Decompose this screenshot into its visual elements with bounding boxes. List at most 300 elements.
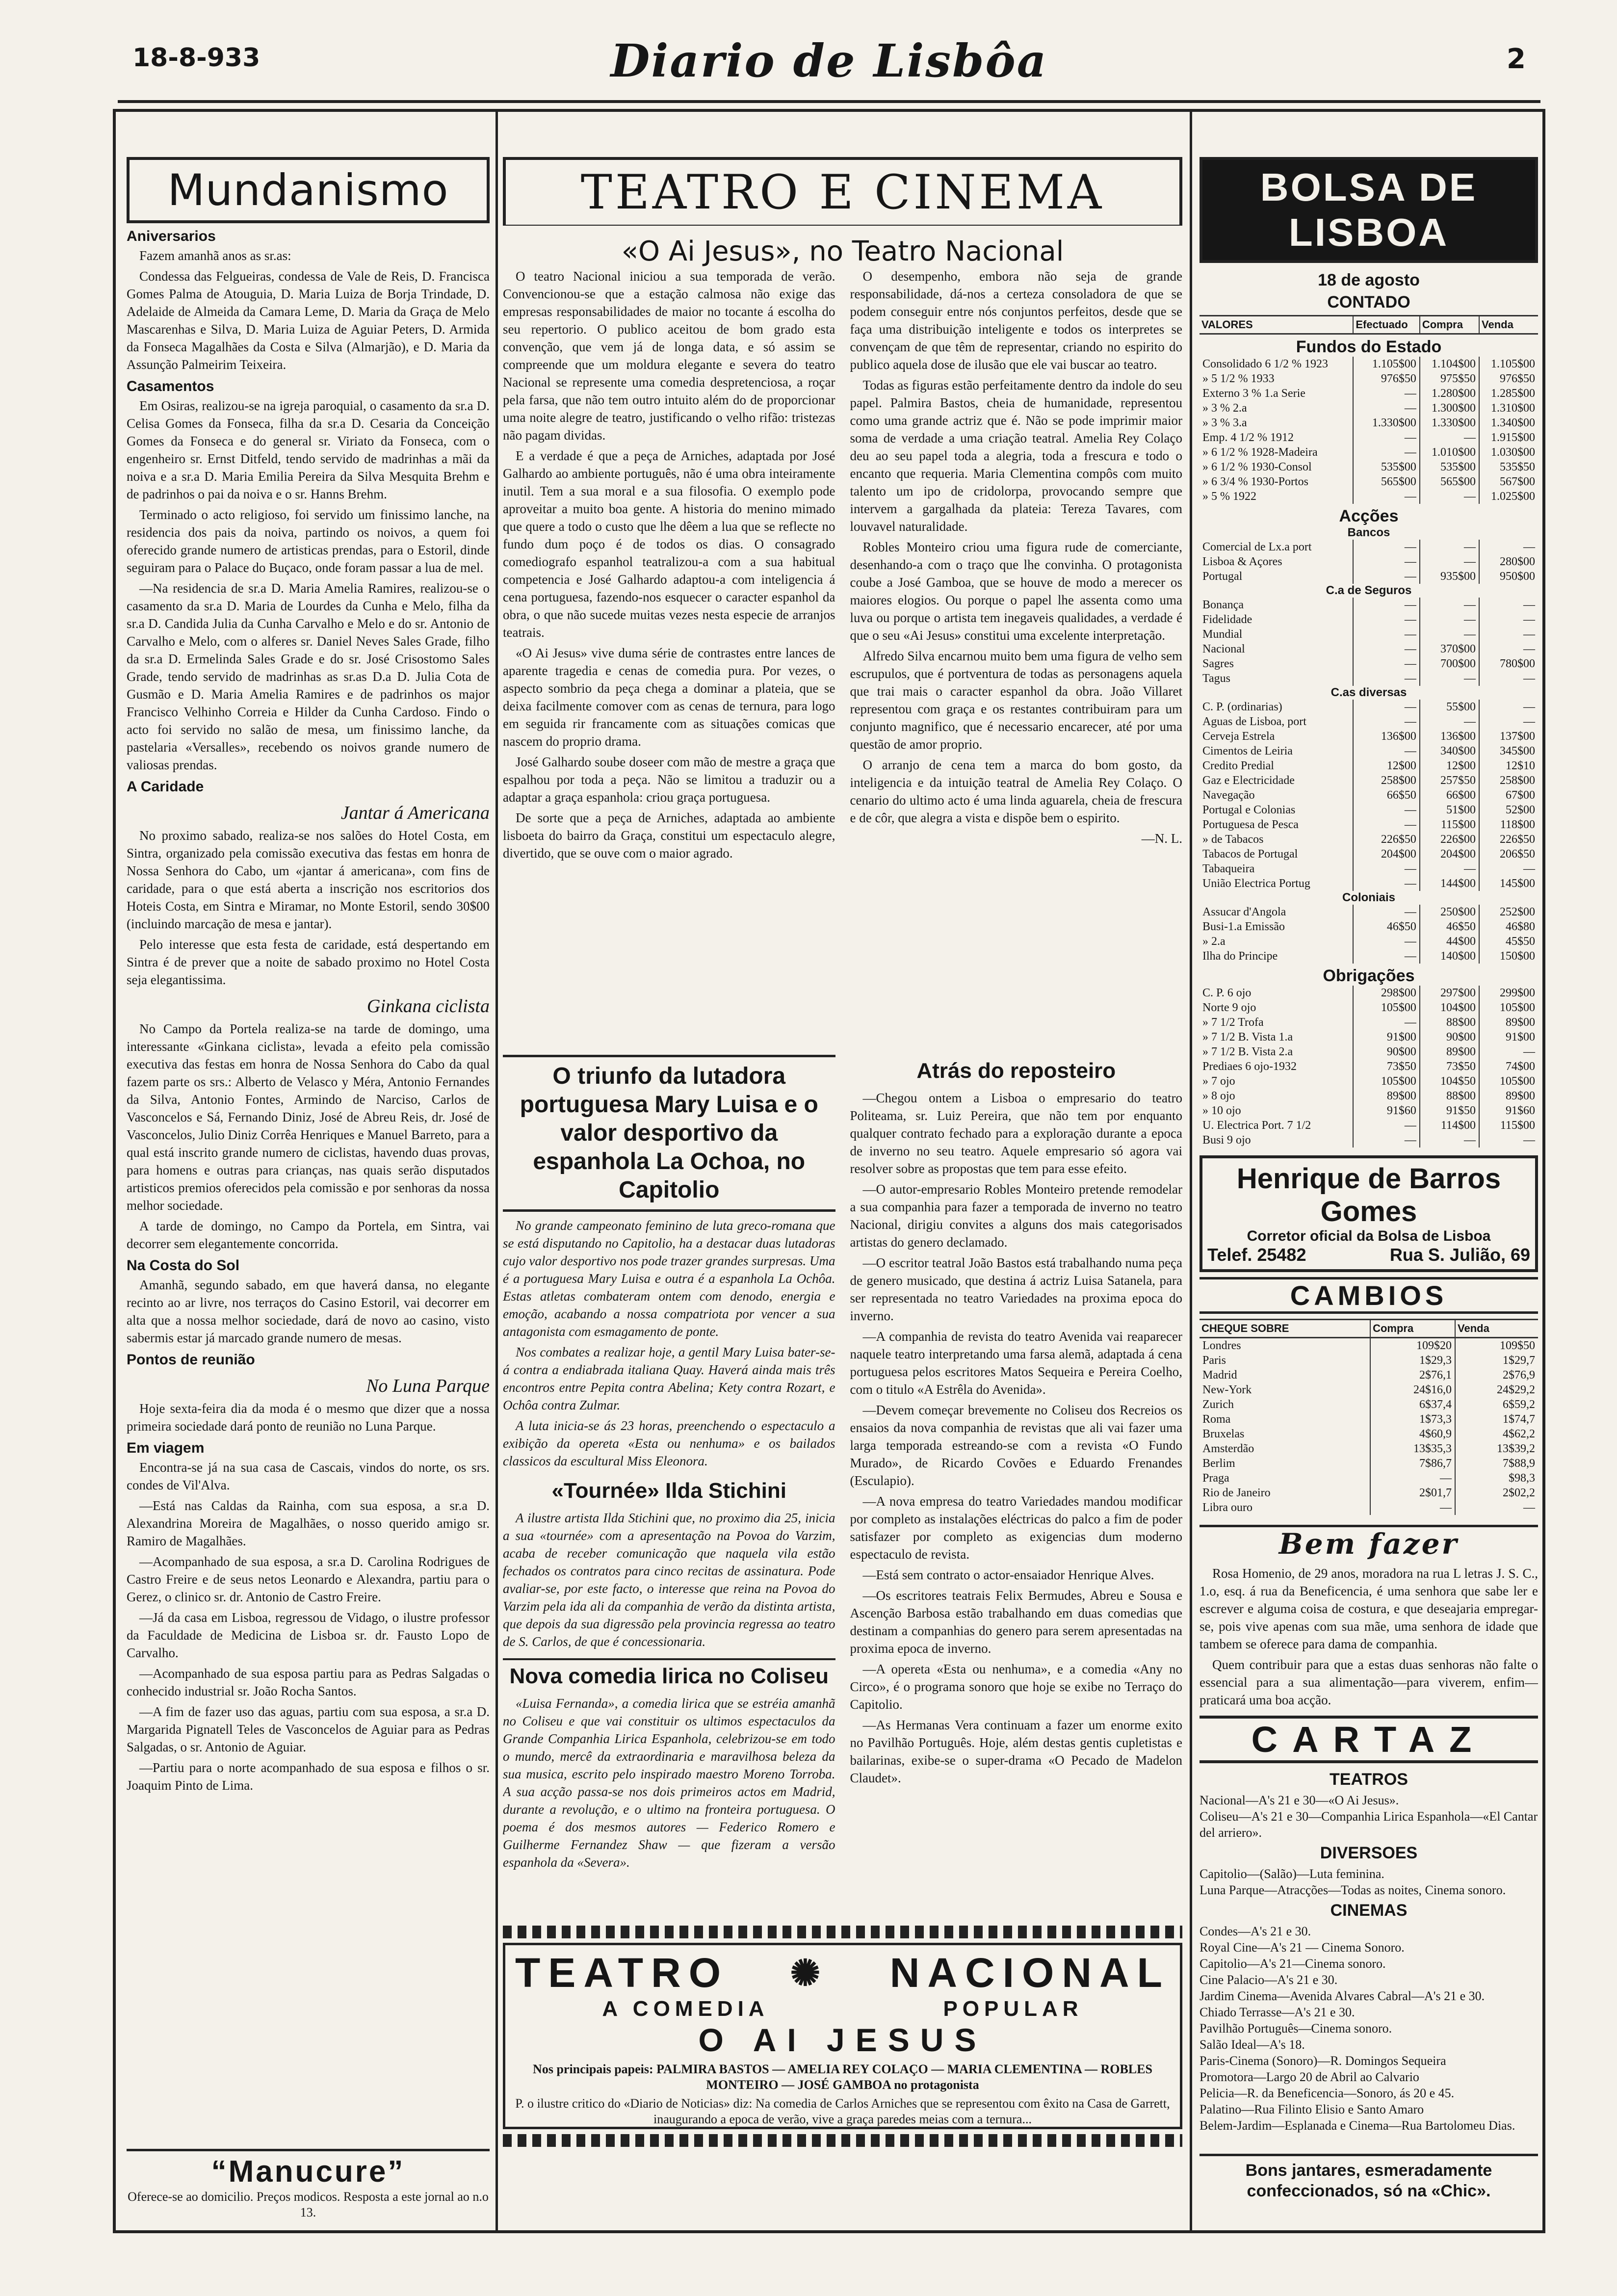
table-cell: 105$00: [1479, 1000, 1538, 1015]
table-cell: » de Tabacos: [1202, 833, 1264, 846]
table-cell: 1.310$00: [1479, 401, 1538, 416]
table-cell: 90$00: [1420, 1030, 1479, 1044]
teatro-article: [503, 267, 1182, 1047]
table-cell: —: [1353, 445, 1420, 460]
table-row: [1200, 445, 1538, 460]
table-cell: Roma: [1202, 1413, 1231, 1426]
table-cell: 52$00: [1479, 803, 1538, 817]
broker-name: Henrique de Barros Gomes: [1236, 1163, 1501, 1227]
paragraph: «O Ai Jesus» vive duma série de contrastes entre lances de aparente tragedia e cenas de comedia pura. Por vezes, o aspecto sombrio da peça chega a dominar a plateia, que se deixa facilmente comover com as cenas de ternura, para logo em seguida rir francamente com as situações comicas que nascem do proprio drama.: [503, 646, 835, 749]
paragraph: Robles Monteiro criou uma figura rude de comerciante, desenhando-a com o traço que lhe convinha. O protagonista coube a José Gamboa, que se houve de modo a merecer os maiores elogios. Ou porque o papel lhe assenta como uma luva ou porque o artista tem inegaveis qualidades, a verdade é que o seu «Ai Jesus» constitui uma excelente interpretação.: [850, 540, 1182, 643]
bolsa-contado: CONTADO: [1327, 293, 1410, 312]
table-cell: —: [1370, 1500, 1455, 1515]
sub-heading: Jantar á Americana: [340, 803, 490, 823]
table-row: [1200, 1368, 1538, 1383]
issue-date: 18-8-933: [132, 43, 261, 73]
table-row: [1200, 964, 1538, 986]
table-header: Compra: [1370, 1320, 1455, 1338]
list-item: Coliseu—A's 21 e 30—Companhia Lirica Espanhola—«El Cantar del arriero».: [1200, 1809, 1538, 1840]
table-cell: —: [1353, 540, 1420, 554]
table-cell: 1.300$00: [1420, 401, 1479, 416]
table-cell: Comercial de Lx.a port: [1202, 541, 1312, 553]
broker-ad: [1200, 1155, 1538, 1272]
table-cell: —: [1420, 1133, 1479, 1148]
table-cell: 104$50: [1420, 1074, 1479, 1089]
table-row: [1200, 788, 1538, 803]
cartaz-section-heading: TEATROS: [1330, 1770, 1408, 1789]
diversoes-list: [1200, 1866, 1538, 1898]
list-item: Capitolio—A's 21—Cinema sonoro.: [1200, 1957, 1386, 1971]
table-row: [1200, 371, 1538, 386]
ad-title: “Manucure”: [127, 2149, 490, 2189]
table-cell: Cerveja Estrela: [1202, 730, 1275, 743]
table-cell: 1.105$00: [1479, 357, 1538, 371]
table-cell: » 7 ojo: [1202, 1075, 1235, 1088]
table-cell: Emp. 4 1/2 % 1912: [1202, 431, 1294, 444]
paragraph: José Galhardo soube doseer com mão de mestre a graça que espalhou por toda a peça. Não se limitou a traduzir ou a adaptar a graça espanhola: criou graça portuguesa.: [503, 755, 835, 805]
table-cell: Berlim: [1202, 1457, 1235, 1470]
table-cell: —: [1353, 1118, 1420, 1133]
table-cell: 976$50: [1479, 371, 1538, 386]
table-cell: Rio de Janeiro: [1202, 1487, 1271, 1499]
paragraph: —Está nas Caldas da Rainha, com sua esposa, a sr.a D. Alexandrina Moreira de Magalhães, o nosso querido amigo sr. Ramiro de Magalhães.: [127, 1498, 490, 1548]
paragraph: A tarde de domingo, no Campo da Portela, em Sintra, vai decorrer sem elegantemente concorrida.: [127, 1219, 490, 1251]
table-cell: Portugal e Colonias: [1202, 804, 1296, 816]
table-cell: —: [1353, 401, 1420, 416]
table-row: [1200, 986, 1538, 1000]
table-cell: 46$50: [1420, 919, 1479, 934]
table-cell: —: [1353, 861, 1420, 876]
star-icon: ✺: [790, 1952, 829, 1993]
table-row: [1200, 700, 1538, 714]
table-cell: 6$59,2: [1455, 1397, 1538, 1412]
table-cell: —: [1420, 627, 1479, 642]
table-cell: 258$00: [1353, 773, 1420, 788]
paragraph: Condessa das Felgueiras, condessa de Vale de Reis, D. Francisca Gomes Palma de Atouguia, D. Maria Luiza de Borja Trindade, D. Adelaide de Almeida da Camara Leme, D. Maria da Graça de Melo Mascarenhas e Silva, D. Maria Luiza de Aguiar Peters, D. Armida da Fonseca Magalhães da Costa e Silva (Almarjão), e D. Maria da Assunção Palmeirim Teixeira.: [127, 269, 490, 372]
table-row: [1200, 1383, 1538, 1397]
paragraph: —A opereta «Esta ou nenhuma», e a comedia «Any no Circo», é o programa sonoro que hoje se exibe no Terraço do Capitolio.: [850, 1662, 1182, 1712]
table-cell: 1.030$00: [1479, 445, 1538, 460]
table-cell: Zurich: [1202, 1398, 1234, 1411]
table-cell: Londres: [1202, 1339, 1241, 1352]
table-cell: 2$02,2: [1455, 1486, 1538, 1500]
table-cell: União Electrica Portug: [1202, 877, 1310, 890]
table-row: [1200, 598, 1538, 612]
table-cell: Sagres: [1202, 657, 1234, 670]
table-cell: Fidelidade: [1202, 613, 1252, 626]
table-row: [1200, 627, 1538, 642]
table-cell: 136$00: [1353, 729, 1420, 744]
table-cell: —: [1420, 430, 1479, 445]
ad-word: POPULAR: [943, 1997, 1083, 2021]
ad-word: A COMEDIA: [602, 1997, 769, 2021]
table-cell: 1.280$00: [1420, 386, 1479, 401]
cinemas-list: [1200, 1923, 1538, 2134]
table-cell: —: [1353, 1015, 1420, 1030]
ad-word: TEATRO: [515, 1950, 729, 1996]
section-heading: Aniversarios: [127, 228, 216, 244]
table-cell: 90$00: [1353, 1044, 1420, 1059]
teatro-header: [503, 157, 1182, 226]
table-section: Coloniais: [1342, 891, 1395, 904]
table-cell: —: [1353, 569, 1420, 584]
table-cell: 105$00: [1353, 1000, 1420, 1015]
table-cell: 91$50: [1420, 1103, 1479, 1118]
table-cell: 150$00: [1479, 949, 1538, 964]
table-row: [1200, 1471, 1538, 1486]
table-row: [1200, 504, 1538, 526]
table-cell: 105$00: [1479, 1074, 1538, 1089]
table-row: [1200, 905, 1538, 919]
table-row: [1200, 334, 1538, 357]
table-cell: —: [1353, 642, 1420, 656]
paragraph: —Acompanhado de sua esposa partiu para as Pedras Salgadas o conhecido industrial sr. João Rocha Santos.: [127, 1666, 490, 1698]
table-cell: » 2.a: [1202, 935, 1226, 948]
paragraph: A luta inicia-se ás 23 horas, preenchendo o espectaculo a exibição da opereta «Esta ou nenhuma» e os bailados classicos da escultural Miss Eleonora.: [503, 1418, 835, 1468]
table-cell: 105$00: [1353, 1074, 1420, 1089]
table-cell: 1$73,3: [1370, 1412, 1455, 1427]
table-cell: 226$00: [1420, 832, 1479, 847]
table-row: [1200, 474, 1538, 489]
table-cell: 6$37,4: [1370, 1397, 1455, 1412]
bolsa-table: [1200, 315, 1538, 1148]
table-cell: Lisboa & Açores: [1202, 555, 1282, 568]
table-cell: U. Electrica Port. 7 1/2: [1202, 1119, 1311, 1132]
table-cell: Portuguesa de Pesca: [1202, 818, 1299, 831]
table-cell: —: [1479, 861, 1538, 876]
table-cell: Libra ouro: [1202, 1501, 1252, 1514]
newspaper-title: Diario de Lisbôa: [610, 34, 1048, 87]
table-cell: —: [1455, 1500, 1538, 1515]
table-cell: —: [1353, 949, 1420, 964]
table-row: [1200, 817, 1538, 832]
paragraph: A ilustre artista Ilda Stichini que, no proximo dia 25, inicia a sua «tournée» com a apresentação na Povoa do Varzim, acaba de receber comunicação que naquela vila estão fechados os contratos para cinco recitas de assinatura. Pode avaliar-se, por este facto, o interesse que reina na Povoa do Varzim pela ida ali da companhia de verão da distinta artista, que depois da sua digressão pela provincia regressa ao teatro de S. Carlos, de que é concessionaria.: [503, 1511, 835, 1649]
table-cell: 299$00: [1479, 986, 1538, 1000]
table-row: [1200, 430, 1538, 445]
article-column: [850, 267, 1183, 1047]
table-section: Obrigações: [1323, 966, 1415, 985]
sub-heading: No Luna Parque: [366, 1376, 490, 1396]
list-item: Pelicia—R. da Beneficencia—Sonoro, ás 20 e 45.: [1200, 2086, 1455, 2100]
table-cell: Gaz e Electricidade: [1202, 774, 1295, 787]
table-cell: 91$60: [1479, 1103, 1538, 1118]
list-item: Capitolio—(Salão)—Luta feminina.: [1200, 1867, 1384, 1881]
table-cell: 535$50: [1479, 460, 1538, 474]
table-cell: 280$00: [1479, 554, 1538, 569]
list-item: Condes—A's 21 e 30.: [1200, 1924, 1311, 1938]
table-cell: 24$16,0: [1370, 1383, 1455, 1397]
table-cell: 140$00: [1420, 949, 1479, 964]
teatro-title: TEATRO E CINEMA: [503, 157, 1182, 226]
table-cell: 950$00: [1479, 569, 1538, 584]
table-cell: » 8 ojo: [1202, 1090, 1235, 1102]
table-section: Bancos: [1347, 526, 1390, 539]
table-header: Venda: [1455, 1320, 1538, 1338]
table-cell: » 7 1/2 B. Vista 1.a: [1202, 1031, 1293, 1044]
table-row: [1200, 847, 1538, 861]
article-column: [503, 267, 835, 1047]
table-cell: 2$01,7: [1370, 1486, 1455, 1500]
list-item: Palatino—Rua Filinto Elisio e Santo Amaro: [1200, 2102, 1424, 2116]
masthead: [118, 34, 1540, 103]
table-cell: Credito Predial: [1202, 759, 1274, 772]
table-row: [1200, 1015, 1538, 1030]
table-cell: 89$00: [1353, 1089, 1420, 1103]
bem-fazer-title: Bem fazer: [1200, 1525, 1538, 1561]
section-heading: Pontos de reunião: [127, 1352, 255, 1368]
table-row: [1200, 1103, 1538, 1118]
table-row: [1200, 1074, 1538, 1089]
table-cell: C. P. 6 ojo: [1202, 987, 1252, 999]
table-cell: 104$00: [1420, 1000, 1479, 1015]
table-cell: 975$50: [1420, 371, 1479, 386]
table-cell: 88$00: [1420, 1015, 1479, 1030]
page-number: 2: [1507, 43, 1526, 75]
paragraph: Alfredo Silva encarnou muito bem uma figura de velho sem escrupulos, que é portventura de todas as personagens aquela que trai mais o caracter espanhol da obra. João Villaret representou com graça e os restantes contribuiram para um conjunto magnifico, que é necessario encarecer, até por uma questão de amor proprio.: [850, 649, 1182, 752]
table-cell: Aguas de Lisboa, port: [1202, 715, 1306, 728]
broker-phone: Telef. 25482: [1207, 1245, 1306, 1265]
table-cell: » 6 3/4 % 1930-Portos: [1202, 475, 1308, 488]
table-row: [1200, 401, 1538, 416]
bolsa-title: BOLSA DE LISBOA: [1200, 157, 1538, 263]
ad-play-title: O AI JESUS: [698, 2022, 987, 2058]
table-cell: —: [1420, 489, 1479, 504]
section-heading: Em viagem: [127, 1440, 205, 1456]
paragraph: Pelo interesse que esta festa de caridade, está despertando em Sintra é de prever que a noite de sabado proximo no Hotel Costa seja elegantissima.: [127, 937, 490, 987]
table-cell: 66$00: [1420, 788, 1479, 803]
table-cell: 55$00: [1420, 700, 1479, 714]
paragraph: —A companhia de revista do teatro Avenida vai reaparecer naquele teatro interpretando uma farsa alemã, adaptada á cena portuguesa pelos escritores Matos Sequeira e Pereira Coelho, com o titulo «A Estrêla do Avenida».: [850, 1329, 1182, 1397]
table-cell: —: [1353, 1133, 1420, 1148]
paragraph: Todas as figuras estão perfeitamente dentro da indole do seu papel. Palmira Bastos, cheia de humanidade, representou como uma grande actriz que é. Não se pode imprimir maior soma de verdade a uma criação teatral. Amelia Rey Colaço deu ao seu papel toda a alegria, toda a frescura e todo o encanto que requeria. Maria Clementina compôs com muito talento um ipo de cridolorpa, provocando sempre que intervem a gargalhada da plateia: Tereza Tavares, com louvavel naturalidade.: [850, 378, 1182, 534]
table-cell: —: [1353, 656, 1420, 671]
paragraph: —Na residencia de sr.a D. Maria Amelia Ramires, realizou-se o casamento da sr.a D. Maria de Lourdes da Cunha e Melo, filha da sr.a D. Candida Julia da Cunha Carvalho e Melo e do sr. Antonio de Carvalho e Melo, com o alferes sr. Daniel Neves Sales Grade, filho da sr.a D. Ermelinda Sales Grade e do sr. José Crisostomo Sales Grade, tendo servido de madrinhas as sr.as D.a D. Julia Cota de Gusmão e D. Maria Amelia Ramires e de padrinhos os major Francisco Velhinho Correia e Hilder da Cunha Cardoso. Findo o acto foi servido no salão de mesa, um finissimo lanche, da pastelaria «Versalles», recebendo os noivos grande numero de valiosas prendas.: [127, 581, 490, 772]
table-cell: 136$00: [1420, 729, 1479, 744]
table-cell: $98,3: [1455, 1471, 1538, 1486]
table-cell: Norte 9 ojo: [1202, 1001, 1256, 1014]
list-item: Luna Parque—Atracções—Todas as noites, Cinema sonoro.: [1200, 1883, 1506, 1897]
table-cell: —: [1479, 540, 1538, 554]
table-cell: —: [1420, 861, 1479, 876]
table-cell: —: [1420, 554, 1479, 569]
table-cell: —: [1420, 714, 1479, 729]
table-cell: —: [1479, 714, 1538, 729]
table-cell: 206$50: [1479, 847, 1538, 861]
paragraph: —O autor-empresario Robles Monteiro pretende remodelar a sua companhia para fazer a temporada de inverno no teatro Nacional, dirigiu convites a alguns dos mais categorisados artistas do genero declamado.: [850, 1182, 1182, 1250]
table-cell: —: [1353, 905, 1420, 919]
table-cell: 1.105$00: [1353, 357, 1420, 371]
article-heading: O triunfo da lutadora portuguesa Mary Luisa e o valor desportivo da espanhola La Ochoa, no Capitolio: [503, 1055, 835, 1212]
article-column: [850, 1050, 1183, 1928]
table-header: VALORES: [1200, 316, 1353, 334]
column-rule: [496, 109, 498, 2233]
article-heading: Nova comedia lirica no Coliseu: [503, 1658, 835, 1690]
table-cell: 67$00: [1479, 788, 1538, 803]
table-cell: 145$00: [1479, 876, 1538, 891]
table-cell: 66$50: [1353, 788, 1420, 803]
table-cell: —: [1353, 817, 1420, 832]
table-cell: 137$00: [1479, 729, 1538, 744]
paragraph: —Os escritores teatrais Felix Bermudes, Abreu e Sousa e Ascenção Barbosa estão trabalhando em duas comedias que destinam a companhias do genero para serem apresentadas na proxima epoca de inverno.: [850, 1588, 1182, 1656]
table-row: [1200, 460, 1538, 474]
table-cell: 7$88,9: [1455, 1456, 1538, 1471]
table-row: [1200, 1441, 1538, 1456]
teatro-lower: [503, 1050, 1182, 1928]
table-cell: 12$00: [1353, 758, 1420, 773]
table-cell: 1$74,7: [1455, 1412, 1538, 1427]
cartaz-title: CARTAZ: [1200, 1716, 1538, 1763]
mundanismo-title: Mundanismo: [127, 157, 490, 223]
table-cell: 226$50: [1479, 832, 1538, 847]
table-cell: —: [1353, 489, 1420, 504]
table-cell: —: [1370, 1471, 1455, 1486]
table-cell: Bonança: [1202, 599, 1244, 611]
ad-text: Oferece-se ao domicilio. Preços modicos. Resposta a este jornal ao n.o 13.: [128, 2190, 489, 2219]
table-row: [1200, 1338, 1538, 1354]
table-cell: Madrid: [1202, 1369, 1237, 1382]
list-item: Promotora—Largo 20 de Abril ao Calvario: [1200, 2070, 1419, 2084]
table-row: [1200, 386, 1538, 401]
table-cell: 226$50: [1353, 832, 1420, 847]
table-cell: 204$00: [1353, 847, 1420, 861]
paragraph: —A fim de fazer uso das aguas, partiu com sua esposa, a sr.a D. Margarida Pignatell Teles de Vasconcelos de Aguiar para as Pedras Salgadas, o sr. Antonio de Aguiar.: [127, 1704, 490, 1754]
table-cell: 204$00: [1420, 847, 1479, 861]
paragraph: —A nova empresa do teatro Variedades mandou modificar por completo as instalações eléctricas do palco a fim de poder satisfazer por completo as exigencias dum moderno espectaculo de revista.: [850, 1494, 1182, 1562]
table-row: [1200, 1500, 1538, 1515]
table-cell: —: [1353, 627, 1420, 642]
table-cell: 46$80: [1479, 919, 1538, 934]
table-cell: 1.340$00: [1479, 416, 1538, 430]
bolsa-date: 18 de agosto: [1318, 271, 1420, 289]
table-row: [1200, 861, 1538, 876]
list-item: Royal Cine—A's 21 — Cinema Sonoro.: [1200, 1940, 1405, 1955]
cambios-table: [1200, 1319, 1538, 1515]
table-row: [1200, 1089, 1538, 1103]
broker-contact: [1207, 1245, 1530, 1265]
table-cell: Externo 3 % 1.a Serie: [1202, 387, 1305, 400]
paragraph: —As Hermanas Vera continuam a fazer um enorme exito no Pavilhão Português. Hoje, além destas gentis cupletistas e bailarinas, exibe-se o super-drama «O Pecado de Madelon Claudet».: [850, 1718, 1182, 1785]
paragraph: —Devem começar brevemente no Coliseu dos Recreios os ensaios da nova companhia de revistas que ali vai fazer uma larga temporada estreando-se com a revista «O Fundo Murado», de Ricardo Covões e Eduardo Frenandes (Esculapio).: [850, 1403, 1182, 1488]
table-cell: 1.330$00: [1353, 416, 1420, 430]
table-cell: » 5 1/2 % 1933: [1202, 372, 1275, 385]
table-cell: Ilha do Principe: [1202, 950, 1278, 963]
table-row: [1200, 919, 1538, 934]
paragraph: Hoje sexta-feira dia da moda é o mesmo que dizer que a nossa primeira sociedade dará ponto de reunião no Luna Parque.: [127, 1401, 490, 1434]
paragraph: Em Osiras, realizou-se na igreja paroquial, o casamento da sr.a D. Celisa Gomes da Fonseca, filha da sr.a D. Cesaria da Conceição Gomes da Fonseca e do general sr. Viriato da Fonseca, com o engenheiro sr. Ernst Ditfeld, tendo servido de madrinhas a mãi da noiva e a sr.a D. Maria Emilia Pereira da Silva Mesquita Brehm e de padrinhos o pai da noiva e o sr. Hanns Brehm.: [127, 398, 490, 501]
table-cell: 1$29,7: [1455, 1353, 1538, 1368]
article-heading: Atrás do reposteiro: [916, 1059, 1116, 1083]
table-row: [1200, 1397, 1538, 1412]
list-item: Cine Palacio—A's 21 e 30.: [1200, 1973, 1338, 1987]
article-heading: «Tournée» Ilda Stichini: [551, 1479, 786, 1503]
paragraph: —O escritor teatral João Bastos está trabalhando numa peça de genero musicado, que destina á actriz Luisa Satanela, para ser representada no teatro Variedades na proxima epoca do inverno.: [850, 1255, 1182, 1323]
table-row: [1200, 612, 1538, 627]
table-header: Compra: [1420, 316, 1479, 334]
table-cell: 118$00: [1479, 817, 1538, 832]
paragraph: —Chegou ontem a Lisboa o empresario do teatro Politeama, sr. Luiz Pereira, que não tem por enquanto qualquer contrato fechado para a exploração durante a epoca de inverno no seu teatro. Aquele empresario só agora vai resolver sobre as propostas que tem para esse efeito.: [850, 1091, 1182, 1176]
table-cell: —: [1353, 876, 1420, 891]
table-cell: —: [1353, 554, 1420, 569]
table-row: [1200, 1412, 1538, 1427]
paragraph: No grande campeonato feminino de luta greco-romana que se está disputando no Capitolio, ha a destacar duas lutadoras cujo valor desportivo nos pode trazer grandes surpresas. Uma é a portuguesa Mary Luisa e outra é a espanhola La Ochôa. Estas atletas combateram ontem com denodo, energia e emoção, acabando a nossa compatriota por vencer a sua antagonista com esmagamento de ponte.: [503, 1218, 835, 1339]
cartaz-section-heading: CINEMAS: [1330, 1901, 1408, 1920]
sub-heading: Ginkana ciclista: [366, 996, 490, 1017]
table-cell: 565$00: [1420, 474, 1479, 489]
table-cell: 115$00: [1479, 1118, 1538, 1133]
bolsa-column: [1200, 157, 1538, 2149]
table-cell: 46$50: [1353, 919, 1420, 934]
table-row: [1200, 656, 1538, 671]
table-cell: 2$76,9: [1455, 1368, 1538, 1383]
table-cell: » 7 1/2 B. Vista 2.a: [1202, 1045, 1293, 1058]
column-rule: [1190, 109, 1192, 2233]
table-cell: » 5 % 1922: [1202, 490, 1256, 503]
table-header: Efectuado: [1353, 316, 1420, 334]
table-cell: 12$10: [1479, 758, 1538, 773]
table-cell: —: [1479, 598, 1538, 612]
article-column: [503, 1050, 835, 1928]
paragraph: «Luisa Fernanda», a comedia lirica que se estréia amanhã no Coliseu e que vai constituir os ultimos espectaculos da Grande Companhia Lirica Espanhola, celebrizou-se em todo o mundo, mercê da extraordinaria e maravilhosa beleza da sua musica, escrito pelo inspirado maestro Moreno Torroba. A sua acção passa-se nos dois primeiros actos em Madrid, durante a revolução, e o ultimo na fronteira portuguesa. O poema é dos mesmos autores — Federico Romero e Guilherme Fernandez Shaw — que fizeram a versão espanhola da «Severa».: [503, 1696, 835, 1870]
table-cell: 2$76,1: [1370, 1368, 1455, 1383]
table-cell: Tagus: [1202, 672, 1230, 685]
paragraph: No proximo sabado, realiza-se nos salões do Hotel Costa, em Sintra, organizado pela comissão executiva das festas em honra de Nossa Senhora do Cabo, um «jantar á americana», com fins de caridade, para o que está aberta a inscrição nos escritorios dos Hoteis Costa, em Sintra e Miramar, no Monte Estoril, sendo 30$00 (incluindo marcação de mesa e jantar).: [127, 828, 490, 931]
list-item: Paris-Cinema (Sonoro)—R. Domingos Sequeira: [1200, 2054, 1446, 2068]
table-row: [1200, 1486, 1538, 1500]
table-row: [1200, 357, 1538, 371]
table-cell: 535$00: [1353, 460, 1420, 474]
table-cell: » 3 % 2.a: [1202, 402, 1247, 415]
table-cell: 297$00: [1420, 986, 1479, 1000]
table-cell: 74$00: [1479, 1059, 1538, 1074]
ad-word: NACIONAL: [889, 1950, 1170, 1996]
table-cell: Portugal: [1202, 570, 1243, 583]
cartaz-section-heading: DIVERSOES: [1320, 1844, 1418, 1862]
table-row: [1200, 1030, 1538, 1044]
table-cell: Tabaqueira: [1202, 862, 1255, 875]
table-cell: Paris: [1202, 1354, 1226, 1367]
table-cell: 7$86,7: [1370, 1456, 1455, 1471]
paragraph: —Partiu para o norte acompanhado de sua esposa e filhos o sr. Joaquim Pinto de Lima.: [127, 1760, 490, 1793]
table-cell: C. P. (ordinarias): [1202, 701, 1282, 713]
table-cell: 250$00: [1420, 905, 1479, 919]
table-cell: 115$00: [1420, 817, 1479, 832]
table-section: Fundos do Estado: [1296, 338, 1442, 356]
table-cell: —: [1353, 598, 1420, 612]
table-row: [1200, 1133, 1538, 1148]
table-cell: Praga: [1202, 1472, 1229, 1485]
paragraph: Nos combates a realizar hoje, a gentil Mary Luisa bater-se-á contra a endiabrada italiana Quay. Haverá ainda mais três encontros entre Pepita contra Abelina; Kety contra Rozart, e Ochôa contra Zulmar.: [503, 1345, 835, 1412]
list-item: Chiado Terrasse—A's 21 e 30.: [1200, 2005, 1355, 2019]
table-cell: » 3 % 3.a: [1202, 417, 1247, 429]
table-row: [1200, 744, 1538, 758]
table-cell: 370$00: [1420, 642, 1479, 656]
table-cell: —: [1420, 612, 1479, 627]
table-cell: Busi 9 ojo: [1202, 1134, 1251, 1147]
table-cell: 89$00: [1479, 1089, 1538, 1103]
table-cell: —: [1479, 627, 1538, 642]
table-cell: —: [1420, 598, 1479, 612]
table-cell: 1.025$00: [1479, 489, 1538, 504]
table-header: CHEQUE SOBRE: [1200, 1320, 1370, 1338]
table-cell: 73$50: [1353, 1059, 1420, 1074]
table-cell: Bruxelas: [1202, 1428, 1245, 1440]
paragraph: Encontra-se já na sua casa de Cascais, vindos do norte, os srs. condes de Vil'Alva.: [127, 1460, 490, 1492]
table-row: [1200, 489, 1538, 504]
table-cell: 298$00: [1353, 986, 1420, 1000]
paragraph: Fazem amanhã anos as sr.as:: [139, 248, 291, 263]
table-cell: —: [1353, 430, 1420, 445]
table-cell: Tabacos de Portugal: [1202, 848, 1298, 861]
